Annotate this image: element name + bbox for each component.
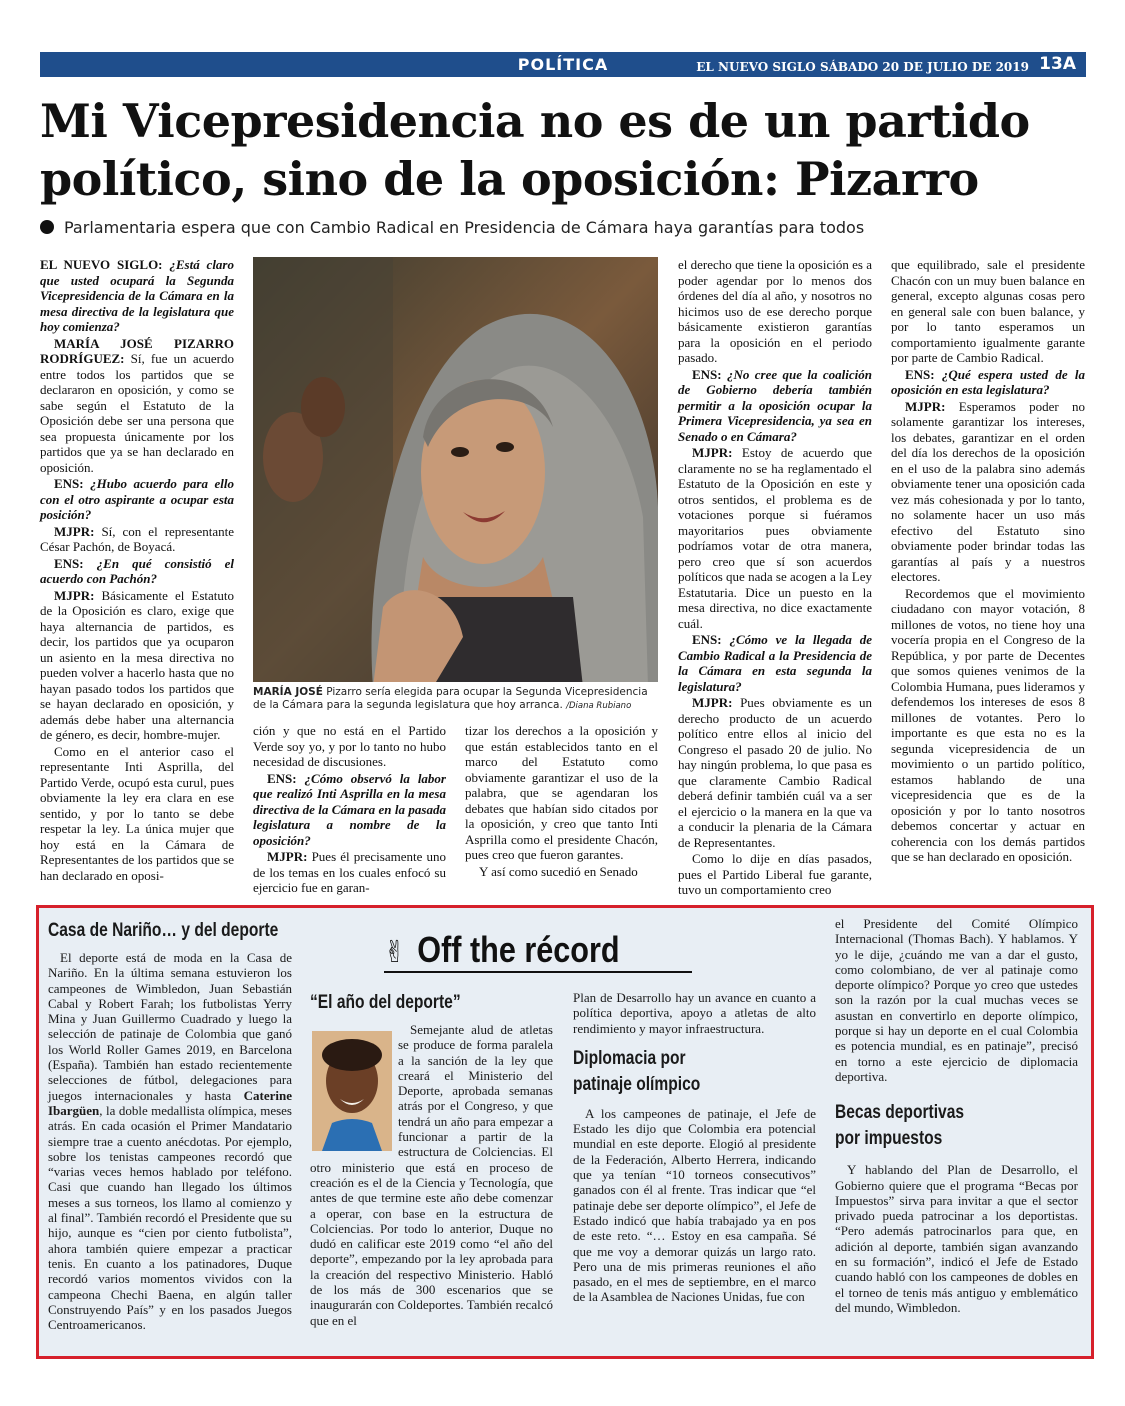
answer: Y así como sucedió en Senado [479, 863, 638, 879]
question: ¿No cree que la coalición de Gobierno debería también permitir a la oposición ocupar la Primera Vicepresidencia, ya sea en Senado o en Cámara? [678, 366, 872, 444]
off-the-record-title [384, 929, 620, 971]
otr-column-1 [48, 918, 292, 1332]
otr-text: Plan de Desarrollo hay un avance en cuanto a política deportiva, apoyo a atletas de alto rendimiento y mayor infraestructura. [573, 990, 816, 1036]
bullet-icon [40, 220, 54, 234]
speaker-label: MJPR: [692, 445, 742, 460]
otr-column-3 [573, 990, 816, 1305]
answer: Pues obviamente es un derecho producto de un acuerdo político entre ellos al inicio del Congreso el pasado 20 de julio. No hay ningún problema, lo que pasa es que claramente Cambio Radical deberá definir también cuál va a ser el ejercicio o la manera en la que va a conducir la plenaria de la Cámara de Representantes. [678, 695, 872, 850]
headline [40, 92, 1086, 208]
speaker-label: ENS: [267, 770, 305, 786]
speaker-label: MARÍA JOSÉ PIZARRO RODRÍGUEZ: [40, 335, 234, 366]
photo-credit: /Diana Rubiano [566, 701, 632, 711]
speaker-label: ENS: [905, 366, 942, 382]
answer: Como lo dije en días pasados, pues el Partido Liberal fue garante, tuvo un comportamiento creo [678, 851, 872, 897]
otr-heading-becas-1: Becas deportivas [835, 1102, 965, 1124]
answer: Como en el anterior caso el representante Inti Asprilla, del Partido Verde, ocupó esta curul, pues obviamente la ley era clara en ese sentido, y por lo tanto se debe respetar la ley. La única mujer que hoy está en la Cámara de Representantes de los partidos que se han declarado en oposi- [40, 743, 234, 883]
question: ¿Cómo ve la llegada de Cambio Radical a la Presidencia de la Cámara en esta segunda la legislatura? [678, 632, 872, 694]
speaker-label: ENS: [54, 555, 97, 571]
question: ¿Cómo observó la labor que realizó Inti Asprilla en la mesa directiva de la Cámara en la pasada legislatura a nombre de la oposición? [253, 770, 446, 848]
article-column-2 [253, 723, 446, 897]
question: ¿Está claro que usted ocupará la Segunda Vicepresidencia de la Cámara en la mesa directiva de la legislatura que hoy comienza? [40, 257, 234, 334]
speaker-label: MJPR: [692, 695, 741, 710]
otr-text: el Presidente del Comité Olímpico Internacional (Thomas Bach). Y hablamos. Y yo le dije, ¿cuándo me van a dar el gusto, como colombiano, de ver al patinaje como deporte olímpico? Porque yo creo que ustedes son la razón por la cual muchas veces se asustan en convertirlo en deporte olímpico, porque si hay un deporte en el cual Colombia es potencia mundial, es en patinaje”, precisó en torno a este ejercicio de diplomacia deportiva. [835, 916, 1078, 1084]
answer: Pues él precisamente uno de los temas en los cuales enfocó su ejercicio fue en garan- [253, 849, 447, 895]
section-title: POLÍTICA [517, 55, 609, 74]
article-column-1 [40, 257, 234, 884]
caption-text: Pizarro sería elegida para ocupar la Segunda Vicepresidencia de la Cámara para la segunda legislatura que hoy arranca. [253, 686, 648, 711]
otr-column-4 [835, 916, 1078, 1315]
article-photo [253, 257, 658, 682]
otr-text: El deporte está de moda en la Casa de Nariño. En la última semana estuvieron los campeones de Wimbledon, Juan Sebastián Cabal y Robert Farah; los futbolistas Yerry Mina y Juan Guillermo Cuadrado y luego la selección de patinaje de Colombia que ganó los World Roller Games 2019, en Barcelona (España). También han estado recientemente selecciones de fútbol, delegaciones para juegos internacionales y hasta [48, 950, 292, 1103]
issue-date: SÁBADO 20 DE JULIO DE 2019 [819, 60, 1029, 74]
question: ¿Qué espera usted de la oposición en esta legislatura? [891, 366, 1085, 397]
paper-name: EL NUEVO SIGLO [696, 60, 816, 74]
speaker-label: EL NUEVO SIGLO: [40, 257, 170, 272]
answer: tizar los derechos a la oposición y que están establecidos tanto en el marco del Estatuto como obviamente garantizar el uso de la palabra, que se agendaran los debates que habían sido citados por la oposición, y creo que tanto Inti Asprilla como el presidente Chacón, pues creo que fueron garantes. [465, 723, 658, 862]
answer: Estoy de acuerdo que claramente no se ha reglamentado el Estatuto de la Oposición en este y otros sentidos, el problema es de votaciones porque si fuéramos mayoritarios pues obviamente podríamos votar de otra manera, pero creo que sí son acuerdos políticos que nada se acogen a la Ley Estatutaria. Dice un puesto en la mesa directiva, no dice exactamente cuál. [678, 445, 872, 631]
answer: Básicamente el Estatuto de la Oposición es claro, exige que haya alternancia de partidos, es decir, los partidos que ya ocuparon un asiento en la mesa directiva no pueden volver a hacerlo hasta que no hayan pasado todos los partidos que se hayan declarado en oposición, y además debe haber una alternancia de género, es decir, hombre-mujer. [40, 587, 234, 742]
page-number: 13A [1039, 54, 1076, 74]
answer: ción y que no está en el Partido Verde soy yo, y por lo tanto no hubo necesidad de discusiones. [253, 723, 446, 769]
otr-heading-ano-deporte: “El año del deporte” [310, 992, 461, 1013]
otr-text: , la doble medallista olímpica, meses atrás. En cada ocasión el Primer Mandatario siempre trae a cuento anécdotas. Por ejemplo, sobre los tenistas campeones recordó que “varias veces hemos hablado por teléfono. Casi que cuando han llegado los últimos meses a sus torneos, los llamo al comienzo y al final”. También recordó el Presidente que su hijo, aunque es “cien por ciento futbolista”, ahora también quiere empezar a practicar tenis. En cuanto a los patinadores, Duque recordó varios momentos vividos con la campeona Chechi Baena, en algún taller Construyendo País” y en los pasados Juegos Centroamericanos. [48, 1102, 292, 1333]
speaker-label: MJPR: [54, 523, 102, 539]
article-column-5 [891, 257, 1085, 866]
otr-heading-diplomacia-2: patinaje olímpico [573, 1073, 701, 1095]
section-header-bar [40, 52, 1086, 77]
otr-column-2 [310, 990, 553, 1328]
victory-hand-icon: ✌ [384, 935, 406, 970]
off-the-record-title-text: Off the récord [417, 929, 620, 970]
answer: el derecho que tiene la oposición es a poder agendar por lo menos dos órdenes del día al año, y nosotros no hicimos uso de ese derecho porque básicamente existieron garantías para la oposición en el periodo pasado. [678, 257, 872, 365]
otr-heading-diplomacia-1: Diplomacia por [573, 1047, 686, 1069]
speaker-label: ENS: [54, 476, 91, 491]
question: ¿En qué consistió el acuerdo con Pachón? [40, 555, 234, 586]
speaker-label: ENS: [692, 366, 727, 382]
article-column-3 [465, 723, 658, 880]
speaker-label: MJPR: [267, 849, 312, 864]
otr-bold-name: Caterine Ibargüen [48, 1087, 292, 1118]
portrait-illustration [253, 257, 658, 682]
otr-heading-becas-2: por impuestos [835, 1128, 943, 1150]
thumbnail-spacer [310, 1022, 398, 1157]
speaker-label: MJPR: [905, 398, 959, 414]
subheadline-text: Parlamentaria espera que con Cambio Radical en Presidencia de Cámara haya garantías para todos [64, 218, 865, 237]
headline-line-1: Mi Vicepresidencia no es de un partido [40, 94, 1030, 148]
masthead-info [696, 56, 1076, 76]
photo-caption [253, 686, 658, 713]
answer: Sí, fue un acuerdo entre todos los partidos que se declararon en oposición, y como se sabe según el Estatuto de la Oposición debe ser una persona que sea propuesta únicamente por los partidos que ya se han declarado en oposición. [40, 351, 234, 475]
answer: que equilibrado, sale el presidente Chacón con un muy buen balance en general, excepto algunas cosas pero en general sale con buen balance, y por lo tanto esperamos un comportamiento igualmente garante por parte de Cambio Radical. [891, 257, 1085, 365]
answer: Esperamos poder no solamente garantizar los intereses, los debates, garantizar en el orden del día los derechos de la oposición en el uso de la palabra sino además obviamente tener una oposición cada vez más cohesionada y por lo tanto, no solamente hacer un uso más efectivo del Estatuto sino obviamente poder brindar todas las garantías al país y a nuestros electores. [891, 398, 1086, 584]
question: ¿Hubo acuerdo para ello con el otro aspirante a ocupar esta posición? [40, 476, 234, 522]
title-rule [384, 971, 692, 973]
speaker-label: ENS: [692, 632, 730, 647]
answer: Recordemos que el movimiento ciudadano con mayor votación, 8 millones de votos, no tiene hoy una vocería propia en el Congreso de la República, y por parte de Decentes que somos quienes venimos de la Colombia Humana, pues lideramos y defendemos los intereses de esos 8 millones de votantes. Pero lo importante es que esta no es la segunda vicepresidencia de un movimiento o un partido político, estamos hablando de una vicepresidencia que es de la oposición y por lo tanto nosotros debemos concertar y actuar en coherencia con los demás partidos que se han declarado en oposición. [891, 585, 1085, 864]
otr-text: Semejante alud de atletas se produce de forma paralela a la sanción de la ley que creará el Ministerio del Deporte, aprobada semanas atrás por el Congreso, y que tendrá un año para empezar a funcionar a partir de la estructura de Colciencias. El otro ministerio que está en proceso de creación es el de la Ciencia y Tecnología, que antes de que termine este año debe comenzar a operar, con base en la estructura de Colciencias. Por todo lo anterior, Duque no dudó en calificar este 2019 como “el año del deporte”, empezando por la ley aprobada para la creación del respectivo Ministerio. Habló de los más de 300 escenarios que se inaugurarán con Coldeportes. También recalcó que en el [310, 1022, 553, 1328]
subheadline [40, 218, 1086, 237]
article-column-4 [678, 257, 872, 899]
headline-line-2: político, sino de la oposición: Pizarro [40, 152, 979, 206]
otr-text: Y hablando del Plan de Desarrollo, el Gobierno quiere que el programa “Becas por Impuestos” sirva para invitar a que el sector privado pueda patrocinar a los deportistas. “Pero además patrocinarlos para que, en adición al deporte, también sigan avanzando en su formación”, indicó el Jefe de Estado cuando habló con los campeones de dobles en el torneo de tenis más antiguo y emblemático del mundo, Wimbledon. [835, 1162, 1078, 1315]
otr-text: A los campeones de patinaje, el Jefe de Estado les dijo que Colombia era potencial mundial en este deporte. Elogió al presidente de la Federación, Alberto Herrera, indicando que ya tenían “10 torneos consecutivos” ganados con él al frente. Tras indicar que “el patinaje debe ser deporte olímpico”, el Jefe de Estado indicó que había trabajado ya en pos de este reto. “… Estoy en esa campaña. Sé que me voy a demorar quizás un largo rato. Pero una de mis primeras reuniones el año pasado, en el mes de septiembre, en el marco de la Asamblea de Naciones Unidas, fue con [573, 1105, 816, 1305]
caption-name: MARÍA JOSÉ [253, 686, 323, 698]
otr-heading-casa-narino: Casa de Nariño… y del deporte [48, 920, 279, 941]
answer: Sí, con el representante César Pachón, de Boyacá. [40, 523, 234, 554]
speaker-label: MJPR: [54, 587, 102, 603]
